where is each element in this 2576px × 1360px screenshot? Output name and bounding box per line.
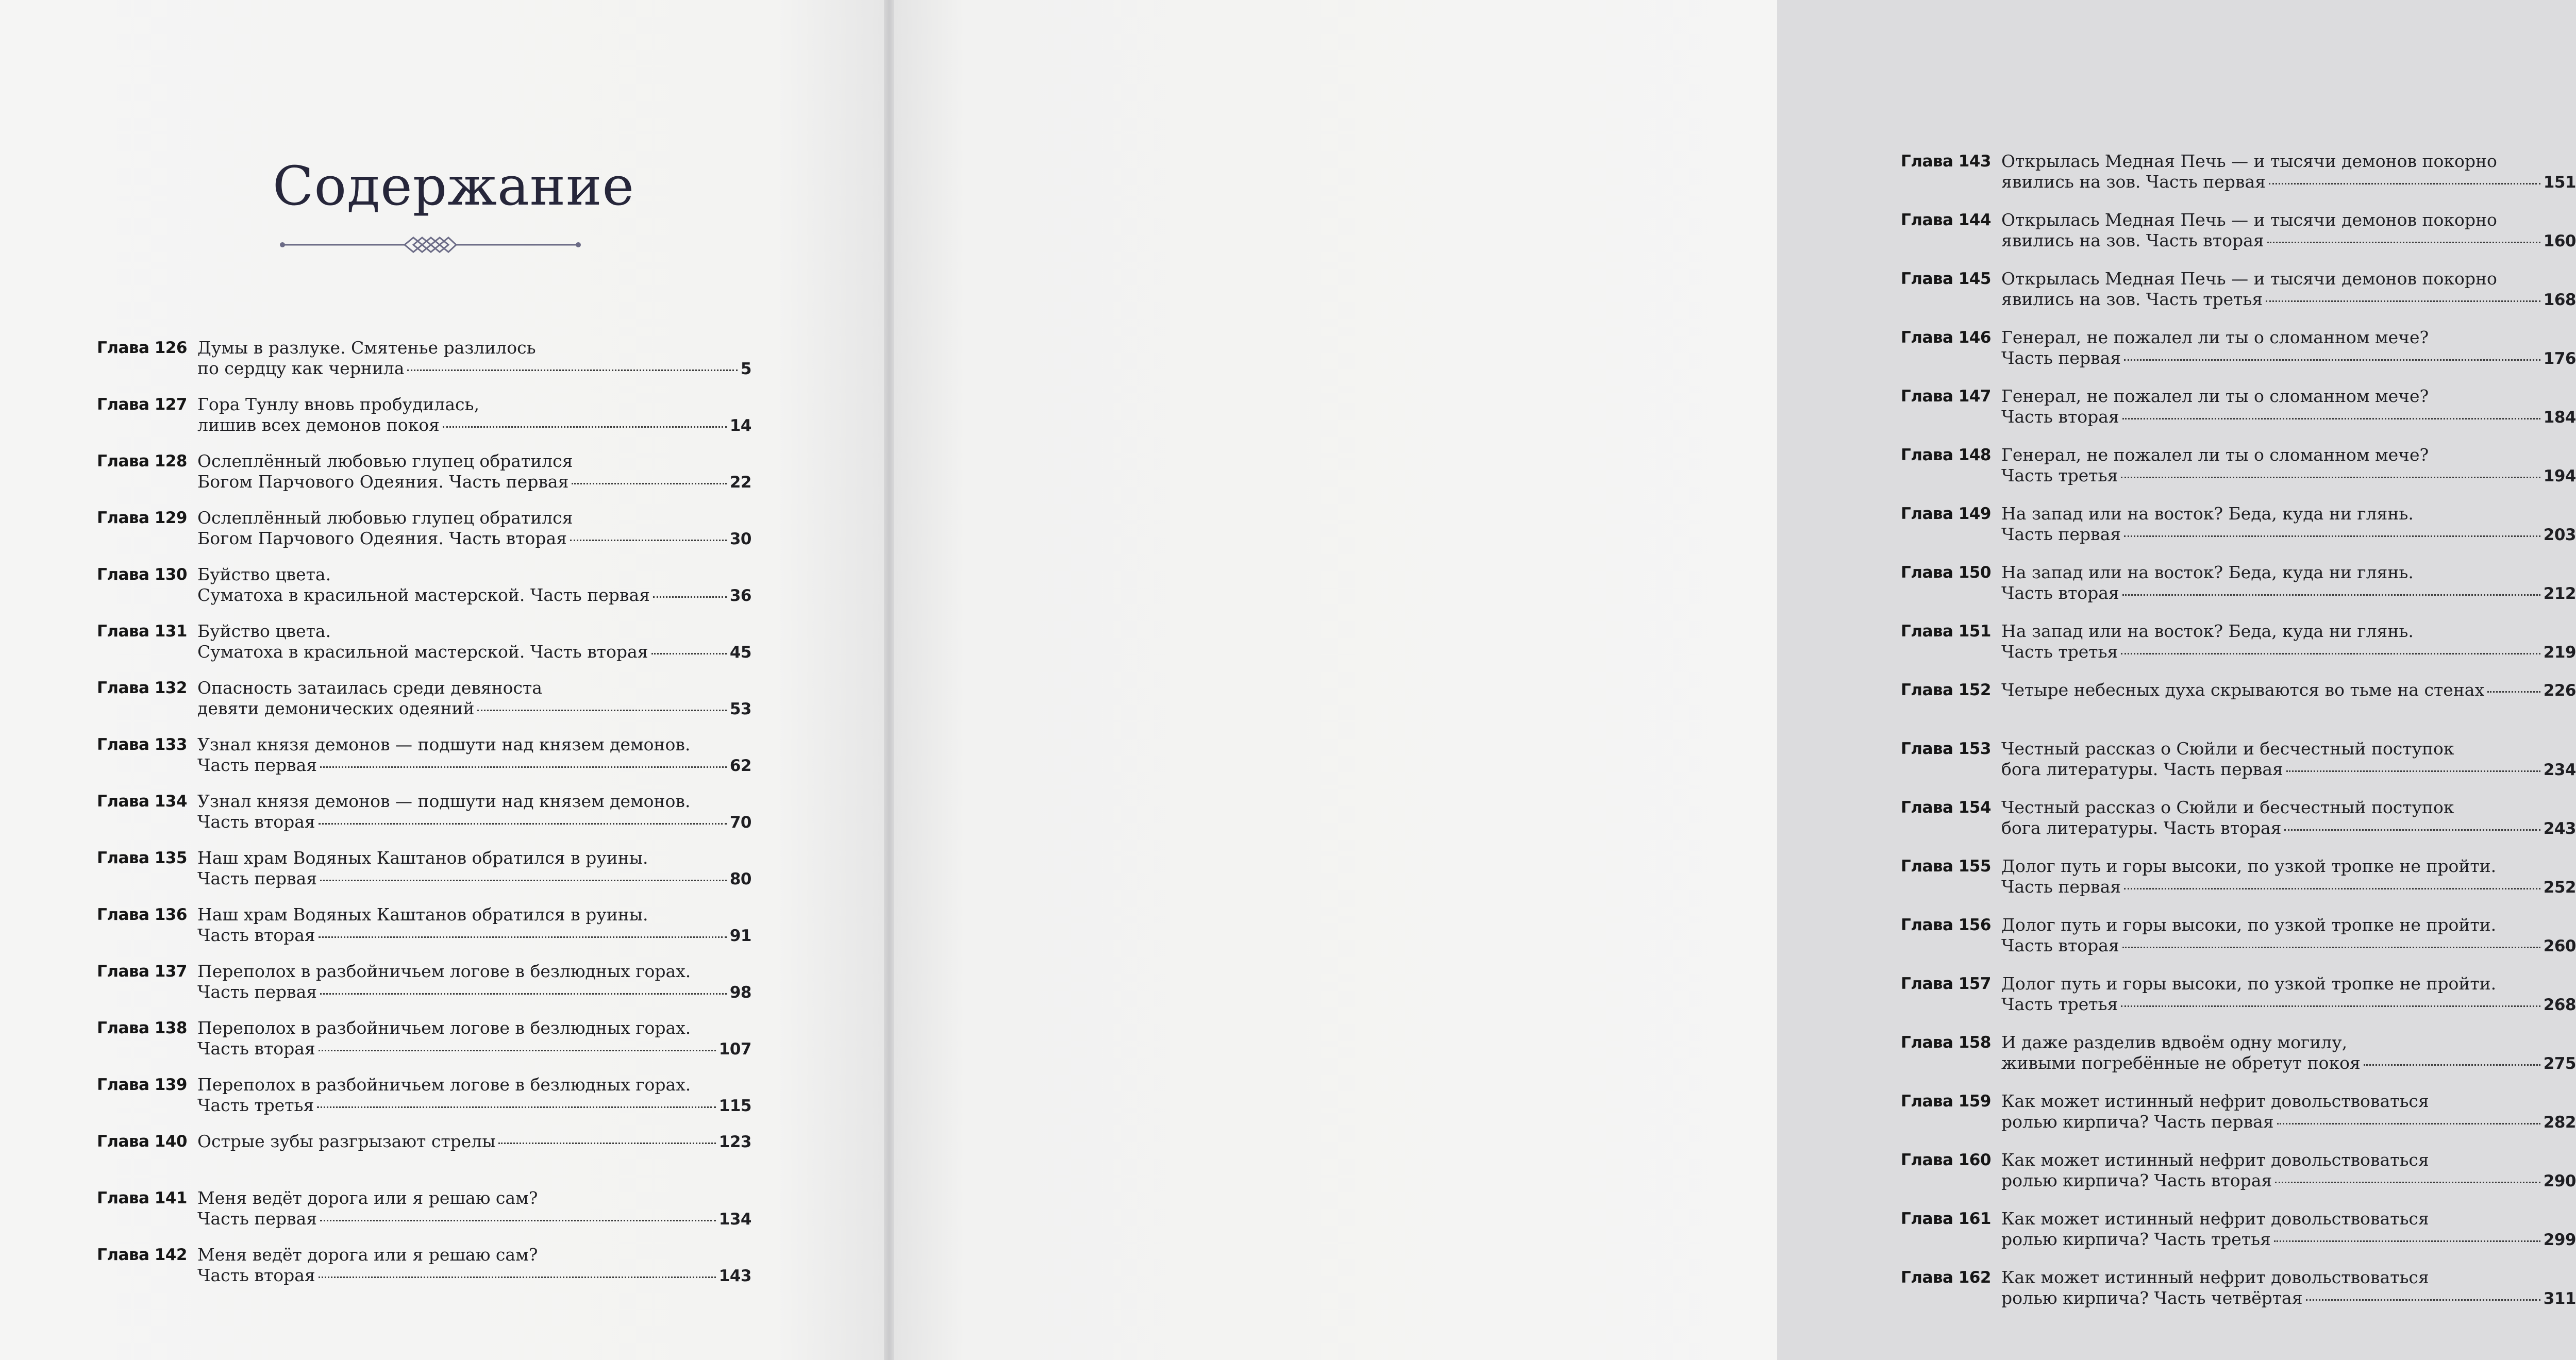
chapter-title-line2: Часть первая	[197, 982, 317, 1002]
page-number: 275	[2543, 1054, 2576, 1073]
dot-leader	[2121, 477, 2540, 478]
dot-leader	[2121, 1005, 2540, 1007]
page-number: 268	[2543, 996, 2576, 1014]
chapter-title	[197, 394, 751, 436]
chapter-title-line1: Долог путь и горы высоки, по узкой тропке не пройти.	[2001, 915, 2497, 935]
chapter-title-line2: Часть вторая	[2001, 407, 2119, 427]
chapter-number: Глава 134	[97, 792, 187, 811]
page-number: 70	[729, 813, 751, 832]
chapter-title-line2: девяти демонических одеяний	[197, 698, 475, 718]
chapter-title	[2001, 1208, 2576, 1250]
chapter-title	[2001, 503, 2576, 545]
chapter-title	[2001, 210, 2576, 251]
dot-leader	[320, 993, 727, 995]
chapter-title-line2: живыми погребённые не обретут покоя	[2001, 1053, 2361, 1073]
page-number: 252	[2543, 878, 2576, 897]
chapter-number: Глава 158	[1901, 1033, 1991, 1052]
chapter-number: Глава 155	[1901, 857, 1991, 876]
chapter-number: Глава 152	[1901, 681, 1991, 699]
page-number: 311	[2543, 1289, 2576, 1308]
chapter-title	[197, 338, 751, 379]
chapter-number: Глава 162	[1901, 1268, 1991, 1287]
chapter-title-line1: Открылась Медная Печь — и тысячи демонов покорно	[2001, 151, 2497, 171]
page-number: 98	[729, 983, 751, 1002]
chapter-title-line2: явились на зов. Часть вторая	[2001, 230, 2264, 250]
chapter-title-line2: Часть первая	[2001, 524, 2121, 544]
dot-leader	[2122, 947, 2540, 948]
dot-leader	[2269, 183, 2540, 184]
page-number: 168	[2543, 291, 2576, 309]
dot-leader	[498, 1143, 715, 1144]
left-page	[0, 0, 884, 1360]
page-number: 80	[729, 870, 751, 888]
page-number: 36	[729, 586, 751, 605]
chapter-title-line2: ролью кирпича? Часть первая	[2001, 1112, 2274, 1132]
chapter-title-line1: Как может истинный нефрит довольствоваться	[2001, 1267, 2429, 1287]
page-number: 107	[718, 1040, 751, 1059]
chapter-title-line1: Переполох в разбойничьем логове в безлюдных горах.	[197, 961, 691, 981]
dot-leader	[407, 370, 737, 371]
chapter-title	[197, 1074, 751, 1116]
chapter-title-line1: На запад или на восток? Беда, куда ни глянь.	[2001, 503, 2414, 524]
chapter-title	[2001, 268, 2576, 310]
chapter-title	[2001, 680, 2576, 701]
chapter-title-line1: Генерал, не пожалел ли ты о сломанном мече?	[2001, 327, 2429, 347]
chapter-title-line1: Меня ведёт дорога или я решаю сам?	[197, 1245, 538, 1265]
dot-leader	[2286, 770, 2540, 772]
chapter-title	[197, 1245, 751, 1286]
dot-leader	[443, 426, 727, 428]
chapter-title	[2001, 151, 2576, 193]
chapter-title-line1: И даже разделив вдвоём одну могилу,	[2001, 1032, 2348, 1052]
chapter-title	[2001, 445, 2576, 486]
chapter-title-line1: Наш храм Водяных Каштанов обратился в руины.	[197, 904, 648, 925]
chapter-title	[197, 1131, 751, 1152]
chapter-title-line2: Часть вторая	[197, 1265, 315, 1285]
chapter-number: Глава 136	[97, 905, 187, 924]
chapter-title-line1: Буйство цвета.	[197, 621, 331, 641]
chapter-title	[197, 734, 751, 776]
chapter-title-line1: Честный рассказ о Сюйли и бесчестный поступок	[2001, 797, 2454, 817]
dot-leader	[319, 1277, 716, 1278]
chapter-title-line1: Как может истинный нефрит довольствоваться	[2001, 1150, 2429, 1170]
page-number: 226	[2543, 681, 2576, 700]
chapter-title-line1: На запад или на восток? Беда, куда ни глянь.	[2001, 621, 2414, 641]
page-number: 143	[718, 1267, 751, 1285]
dot-leader	[651, 653, 727, 654]
chapter-number: Глава 145	[1901, 270, 1991, 288]
chapter-title-line2: по сердцу как чернила	[197, 358, 405, 378]
chapter-title	[197, 791, 751, 833]
chapter-number: Глава 137	[97, 962, 187, 981]
page-number: 160	[2543, 232, 2576, 250]
chapter-title-line1: Переполох в разбойничьем логове в безлюдных горах.	[197, 1018, 691, 1038]
chapter-title	[2001, 856, 2576, 898]
dot-leader	[2122, 418, 2540, 419]
dot-leader	[2284, 829, 2540, 831]
page-number: 212	[2543, 584, 2576, 603]
chapter-title-line1: Узнал князя демонов — подшути над князем демонов.	[197, 791, 691, 811]
chapter-number: Глава 138	[97, 1019, 187, 1037]
chapter-number: Глава 149	[1901, 505, 1991, 523]
chapter-title-line2: Часть первая	[197, 1208, 317, 1229]
chapter-title-line2: Часть третья	[197, 1095, 314, 1115]
page-number: 234	[2543, 761, 2576, 779]
page-number: 53	[729, 700, 751, 718]
chapter-title	[2001, 621, 2576, 663]
chapter-title-line1: Честный рассказ о Сюйли и бесчестный поступок	[2001, 738, 2454, 759]
chapter-title	[197, 961, 751, 1003]
dot-leader	[317, 1106, 715, 1108]
chapter-number: Глава 126	[97, 339, 187, 357]
chapter-number: Глава 156	[1901, 916, 1991, 934]
chapter-number: Глава 140	[97, 1132, 187, 1151]
page-number: 194	[2543, 467, 2576, 485]
chapter-number: Глава 144	[1901, 211, 1991, 229]
page-number: 134	[718, 1210, 751, 1229]
chapter-title-line1: Как может истинный нефрит довольствоваться	[2001, 1208, 2429, 1229]
dot-leader	[2266, 300, 2540, 302]
chapter-title-line1: Опасность затаилась среди девяноста	[197, 678, 542, 698]
chapter-title-line2: Часть вторая	[197, 1038, 315, 1059]
chapter-number: Глава 127	[97, 395, 187, 414]
chapter-title-line1: Буйство цвета.	[197, 564, 331, 584]
dot-leader	[2124, 359, 2540, 361]
chapter-title-line1: Переполох в разбойничьем логове в безлюдных горах.	[197, 1074, 691, 1095]
dot-leader	[572, 483, 726, 484]
chapter-title-line2: Часть третья	[2001, 994, 2118, 1014]
chapter-number: Глава 141	[97, 1189, 187, 1207]
chapter-title	[2001, 797, 2576, 839]
chapter-title-line2: Часть первая	[197, 868, 317, 888]
chapter-title-line2: Часть вторая	[197, 925, 315, 945]
chapter-title-line2: ролью кирпича? Часть четвёртая	[2001, 1288, 2303, 1308]
chapter-title-line2: явились на зов. Часть первая	[2001, 172, 2266, 192]
chapter-title	[2001, 386, 2576, 428]
chapter-title-line2: Часть третья	[2001, 465, 2118, 485]
dot-leader	[477, 710, 726, 711]
chapter-title	[197, 848, 751, 889]
chapter-title-line2: Часть вторая	[197, 812, 315, 832]
title-ornament-icon	[278, 234, 582, 255]
chapter-title-line2: Богом Парчового Одеяния. Часть вторая	[197, 528, 567, 548]
chapter-number: Глава 143	[1901, 152, 1991, 171]
chapter-title-line2: Часть вторая	[2001, 935, 2119, 955]
chapter-number: Глава 148	[1901, 446, 1991, 464]
chapter-number: Глава 130	[97, 565, 187, 584]
page-number: 260	[2543, 937, 2576, 955]
chapter-title	[2001, 1267, 2576, 1309]
chapter-title-line2: Суматоха в красильной мастерской. Часть первая	[197, 585, 650, 605]
chapter-number: Глава 150	[1901, 563, 1991, 582]
page-number: 115	[718, 1097, 751, 1115]
chapter-number: Глава 129	[97, 509, 187, 527]
chapter-number: Глава 154	[1901, 798, 1991, 817]
page-number: 243	[2543, 819, 2576, 838]
chapter-number: Глава 147	[1901, 387, 1991, 406]
dot-leader	[319, 1050, 716, 1051]
chapter-title	[2001, 973, 2576, 1015]
chapter-title	[197, 621, 751, 663]
chapter-title	[197, 904, 751, 946]
chapter-number: Глава 131	[97, 622, 187, 641]
page-number: 203	[2543, 526, 2576, 544]
chapter-title-line2: Четыре небесных духа скрываются во тьме на стенах	[2001, 680, 2485, 700]
page-number: 14	[729, 416, 751, 435]
dot-leader	[320, 1220, 716, 1221]
page-number: 45	[729, 643, 751, 662]
dot-leader	[2277, 1123, 2540, 1124]
chapter-title	[2001, 1091, 2576, 1133]
chapter-title-line2: Суматоха в красильной мастерской. Часть вторая	[197, 642, 648, 662]
chapter-title-line2: бога литературы. Часть первая	[2001, 759, 2283, 779]
dot-leader	[2275, 1182, 2540, 1183]
chapter-title-line2: Часть третья	[2001, 642, 2118, 662]
dot-leader	[2364, 1064, 2540, 1066]
chapter-title	[2001, 1150, 2576, 1191]
chapter-number: Глава 128	[97, 452, 187, 471]
page-number: 299	[2543, 1231, 2576, 1249]
page-number: 290	[2543, 1172, 2576, 1190]
book-gutter	[884, 0, 894, 1360]
page-number: 91	[729, 927, 751, 945]
dot-leader	[2487, 691, 2540, 693]
page-number: 176	[2543, 349, 2576, 368]
chapter-title-line1: Генерал, не пожалел ли ты о сломанном мече?	[2001, 386, 2429, 406]
chapter-number: Глава 159	[1901, 1092, 1991, 1111]
chapter-title-line1: Узнал князя демонов — подшути над князем демонов.	[197, 734, 691, 754]
chapter-number: Глава 133	[97, 735, 187, 754]
dot-leader	[320, 766, 727, 768]
chapter-number: Глава 160	[1901, 1151, 1991, 1169]
page-title: Содержание	[272, 155, 635, 217]
page-number: 62	[729, 757, 751, 775]
chapter-number: Глава 151	[1901, 622, 1991, 641]
chapter-title-line2: Богом Парчового Одеяния. Часть первая	[197, 472, 569, 492]
chapter-title-line1: Долог путь и горы высоки, по узкой тропке не пройти.	[2001, 973, 2497, 994]
chapter-title-line2: ролью кирпича? Часть вторая	[2001, 1170, 2272, 1190]
chapter-title-line1: Гора Тунлу вновь пробудилась,	[197, 394, 479, 414]
chapter-number: Глава 139	[97, 1076, 187, 1094]
chapter-title	[197, 564, 751, 606]
chapter-title-line1: Долог путь и горы высоки, по узкой тропке не пройти.	[2001, 856, 2497, 876]
dot-leader	[319, 823, 727, 825]
chapter-title-line2: Часть первая	[2001, 348, 2121, 368]
chapter-title-line1: Наш храм Водяных Каштанов обратился в руины.	[197, 848, 648, 868]
chapter-title	[2001, 1032, 2576, 1074]
chapter-title-line2: бога литературы. Часть вторая	[2001, 818, 2282, 838]
chapter-title-line2: ролью кирпича? Часть третья	[2001, 1229, 2271, 1249]
page-number: 22	[729, 473, 751, 492]
chapter-title	[197, 451, 751, 493]
dot-leader	[2306, 1299, 2540, 1301]
chapter-number: Глава 161	[1901, 1210, 1991, 1228]
chapter-title-line1: Ослеплённый любовью глупец обратился	[197, 451, 573, 471]
chapter-title-line1: На запад или на восток? Беда, куда ни глянь.	[2001, 562, 2414, 582]
chapter-title-line1: Ослеплённый любовью глупец обратился	[197, 508, 573, 528]
page-number: 282	[2543, 1113, 2576, 1132]
dot-leader	[2124, 535, 2540, 537]
chapter-title	[2001, 327, 2576, 369]
chapter-title	[2001, 738, 2576, 780]
chapter-number: Глава 142	[97, 1246, 187, 1264]
chapter-title-line1: Открылась Медная Печь — и тысячи демонов покорно	[2001, 210, 2497, 230]
chapter-number: Глава 153	[1901, 740, 1991, 758]
dot-leader	[319, 936, 727, 938]
chapter-title-line1: Думы в разлуке. Смятенье разлилось	[197, 338, 536, 358]
chapter-title	[2001, 915, 2576, 956]
dot-leader	[570, 540, 727, 541]
dot-leader	[2124, 888, 2540, 889]
page-number: 5	[740, 360, 751, 378]
dot-leader	[2122, 594, 2540, 596]
dot-leader	[653, 596, 727, 598]
page-number: 184	[2543, 408, 2576, 427]
chapter-title-line2: Часть вторая	[2001, 583, 2119, 603]
chapter-title	[2001, 562, 2576, 604]
chapter-title	[197, 508, 751, 549]
dot-leader	[2274, 1240, 2540, 1242]
dot-leader	[2267, 242, 2540, 243]
right-page	[894, 0, 2576, 1360]
page-number: 219	[2543, 643, 2576, 662]
chapter-title-line2: Часть первая	[197, 755, 317, 775]
chapter-title-line1: Генерал, не пожалел ли ты о сломанном мече?	[2001, 445, 2429, 465]
chapter-title	[197, 1188, 751, 1230]
page-number: 30	[729, 530, 751, 548]
chapter-title-line1: Меня ведёт дорога или я решаю сам?	[197, 1188, 538, 1208]
chapter-title-line2: явились на зов. Часть третья	[2001, 289, 2263, 309]
chapter-number: Глава 146	[1901, 328, 1991, 347]
dot-leader	[2121, 653, 2540, 654]
chapter-title-line1: Открылась Медная Печь — и тысячи демонов покорно	[2001, 268, 2497, 289]
chapter-title-line1: Как может истинный нефрит довольствоваться	[2001, 1091, 2429, 1111]
dot-leader	[320, 880, 727, 881]
chapter-title	[197, 1018, 751, 1060]
page-number: 123	[718, 1133, 751, 1151]
chapter-title	[197, 678, 751, 719]
chapter-number: Глава 157	[1901, 975, 1991, 993]
chapter-title-line2: лишив всех демонов покоя	[197, 415, 440, 435]
chapter-number: Глава 135	[97, 849, 187, 867]
page-number: 151	[2543, 173, 2576, 192]
chapter-title-line2: Острые зубы разгрызают стрелы	[197, 1131, 496, 1151]
chapter-title-line2: Часть первая	[2001, 877, 2121, 897]
chapter-number: Глава 132	[97, 679, 187, 697]
